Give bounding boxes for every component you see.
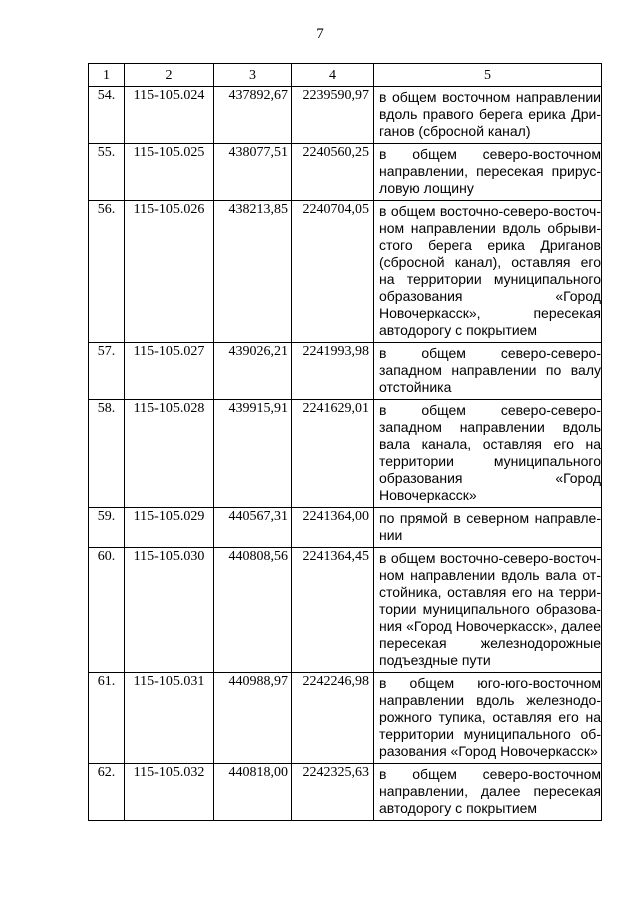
boundary-description bbox=[374, 508, 602, 548]
coordinate-x: 437892,67 bbox=[214, 87, 292, 144]
boundary-description-text: в общем северо-восточном направлении, пересекая прирусловую лощину bbox=[379, 146, 601, 196]
boundary-description bbox=[374, 548, 602, 673]
coordinate-y: 2241364,00 bbox=[292, 508, 374, 548]
point-code: 115-105.032 bbox=[125, 764, 214, 821]
coordinate-y: 2241993,98 bbox=[292, 343, 374, 400]
page-number: 7 bbox=[316, 26, 324, 42]
boundary-description-text: в общем северо-восточном направлении, далее пересекая автодорогу с покрытием bbox=[379, 766, 601, 816]
point-number: 60. bbox=[89, 548, 125, 673]
coordinate-x: 440818,00 bbox=[214, 764, 292, 821]
point-code: 115-105.025 bbox=[125, 144, 214, 201]
coordinate-y: 2242246,98 bbox=[292, 673, 374, 764]
coordinate-y: 2242325,63 bbox=[292, 764, 374, 821]
boundary-description bbox=[374, 87, 602, 144]
coordinate-x: 440988,97 bbox=[214, 673, 292, 764]
point-code: 115-105.028 bbox=[125, 400, 214, 508]
boundary-description-text: в общем восточно-северо-восточном направлении вдоль вала отстойника, оставляя его на территории муниципального образования «Город Новочеркасск», далее пересекая железнодорожные подъездные пути bbox=[379, 550, 601, 668]
boundary-description bbox=[374, 673, 602, 764]
point-number: 56. bbox=[89, 201, 125, 343]
coordinate-y: 2241629,01 bbox=[292, 400, 374, 508]
coordinate-x: 440808,56 bbox=[214, 548, 292, 673]
boundary-description-text: в общем юго-юго-восточном направлении вдоль железнодорожного тупика, оставляя его на территории муниципального образования «Город Новочеркасск» bbox=[379, 675, 601, 759]
boundary-description bbox=[374, 400, 602, 508]
coordinate-x: 438077,51 bbox=[214, 144, 292, 201]
table-row bbox=[89, 400, 602, 508]
header-col-2: 2 bbox=[125, 64, 214, 87]
point-code: 115-105.024 bbox=[125, 87, 214, 144]
table-row bbox=[89, 144, 602, 201]
coordinate-x: 438213,85 bbox=[214, 201, 292, 343]
point-code: 115-105.026 bbox=[125, 201, 214, 343]
boundary-description bbox=[374, 764, 602, 821]
boundary-description bbox=[374, 144, 602, 201]
coordinate-y: 2240560,25 bbox=[292, 144, 374, 201]
table-row bbox=[89, 548, 602, 673]
point-number: 54. bbox=[89, 87, 125, 144]
point-number: 55. bbox=[89, 144, 125, 201]
point-code: 115-105.027 bbox=[125, 343, 214, 400]
table-row bbox=[89, 87, 602, 144]
point-number: 59. bbox=[89, 508, 125, 548]
boundary-description bbox=[374, 343, 602, 400]
boundary-description-text: в общем северо-северо-западном направлении по валу отстойника bbox=[379, 345, 601, 395]
boundary-description-text: в общем восточно-северо-восточном направлении вдоль обрывистого берега ерика Дриганов (сбросной канал), оставляя его на территории муниципального образования «Город Новочеркасск», пересекая автодорогу с покрытием bbox=[379, 203, 601, 338]
coordinate-x: 439915,91 bbox=[214, 400, 292, 508]
table-row bbox=[89, 201, 602, 343]
coordinate-x: 440567,31 bbox=[214, 508, 292, 548]
table-row bbox=[89, 508, 602, 548]
point-number: 57. bbox=[89, 343, 125, 400]
boundary-description-text: по прямой в северном направлении bbox=[379, 510, 601, 543]
coordinate-y: 2239590,97 bbox=[292, 87, 374, 144]
point-number: 61. bbox=[89, 673, 125, 764]
boundary-points-table bbox=[88, 63, 602, 821]
point-code: 115-105.031 bbox=[125, 673, 214, 764]
boundary-description-text: в общем восточном направлении вдоль правого берега ерика Дриганов (сбросной канал) bbox=[379, 89, 601, 139]
table-row bbox=[89, 673, 602, 764]
header-col-5: 5 bbox=[374, 64, 602, 87]
boundary-description-text: в общем северо-северо-западном направлении вдоль вала канала, оставляя его на территории муниципального образования «Город Новочеркасск» bbox=[379, 402, 601, 503]
coordinate-y: 2241364,45 bbox=[292, 548, 374, 673]
point-code: 115-105.029 bbox=[125, 508, 214, 548]
coordinate-x: 439026,21 bbox=[214, 343, 292, 400]
header-col-4: 4 bbox=[292, 64, 374, 87]
header-col-1: 1 bbox=[89, 64, 125, 87]
table-header-row bbox=[89, 64, 602, 87]
point-number: 62. bbox=[89, 764, 125, 821]
point-code: 115-105.030 bbox=[125, 548, 214, 673]
header-col-3: 3 bbox=[214, 64, 292, 87]
point-number: 58. bbox=[89, 400, 125, 508]
coordinate-y: 2240704,05 bbox=[292, 201, 374, 343]
table-row bbox=[89, 764, 602, 821]
table-row bbox=[89, 343, 602, 400]
boundary-description bbox=[374, 201, 602, 343]
